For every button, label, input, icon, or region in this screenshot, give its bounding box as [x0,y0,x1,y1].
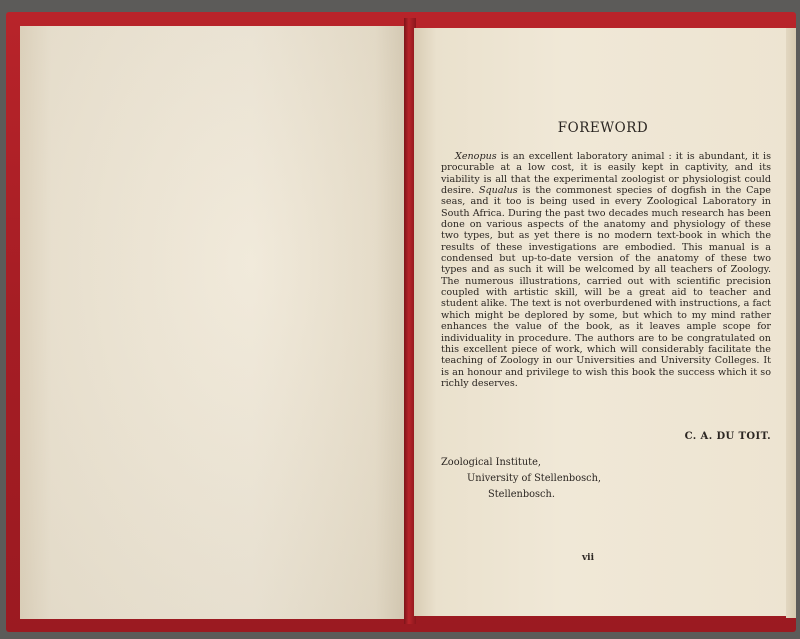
xenopus-italic: Xenopus [455,151,497,162]
body-part-1: is an excellent laboratory animal : it is abundant, it is procurable at a low cost, it is easily kept in captivity, and its viability is all that the experimental zoologist or physiologist could desire. [441,151,771,197]
left-blank-page [20,26,406,619]
squalus-italic: Squalus [478,185,518,197]
foreword-heading: FOREWORD [557,120,649,136]
address-line-2: University of Stellenbosch, [467,473,602,484]
address-line-3: Stellenbosch. [488,489,555,500]
author-signature: C. A. DU TOIT. [684,431,771,442]
body-part-2: is the commonest species of dogfish in the Cape seas, and it too is being used in every Zoological Laboratory in South Africa. During the past two decades much research has been done on various aspects of the anatomy and physiology of these two types, but as yet there is no modern text-book in which the results of these investigations are embodied. This manual is a condensed but up-to-date version of the anatomy of these two types and as such it will be welcomed by all teachers of Zoology. The numerous illustrations, carried out with scientific precision coupled with artistic skill, will be a great aid to teacher and student alike. The text is not overburdened with instructions, a fact which might be deplored by some, but which to my mind rather enhances the value of the book, as it leaves ample scope for individuality in procedure. The authors are to be congratulated on this excellent piece of work, which will considerably facilitate the teaching of Zoology in our Universities and University Colleges. It is an honour and privilege to wish this book the success which it so richly deserves. [441,185,771,389]
page-number: vii [581,553,595,563]
right-page-edge [786,28,796,618]
institution-address [441,455,771,503]
address-line-1: Zoological Institute, [441,457,541,468]
foreword-body [441,151,771,389]
